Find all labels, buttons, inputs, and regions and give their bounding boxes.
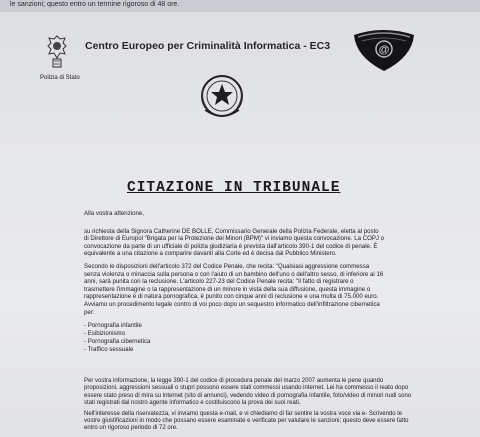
police-emblem-icon (45, 34, 69, 70)
document-footer-paragraphs (84, 378, 414, 433)
document-title: CITAZIONE IN TRIBUNALE (127, 180, 341, 196)
greeting: Alla vostra attenzione, (84, 210, 144, 217)
paragraph-confidentiality: Nell'interesse della riservatezza, vi inviamo questa e-mail, e vi chiediamo di far sentire la vostra voce via e- Scrivendo le vostre giustificazioni in modo che possano essere esaminate e verificate per valutare le sanzioni; questo deve essere fatto entro un rigoroso periodo di 72 ore. (84, 410, 409, 432)
list-item: - Pornografia cibernetica (84, 337, 151, 345)
paragraph-summons: su richiesta della Signora Catherine DE BOLLE, Commissario Generale della Polizia Federale, eletta al posto di Direttore di Europol "Brigata per la Protezione dei Minori (BPM)" vi inviamo questa convocazione. La COPJ o convocazione da parte di un ufficiale di polizia giudiziaria è prevista dall'articolo 390-1 del codice di penale. È equivalente a una citazione a comparire davanti alla Corte ed è decisa dal Pubblico Ministero. (84, 227, 385, 258)
header-title: Centro Europeo per Criminalità Informatica - EC3 (85, 40, 331, 52)
paragraph-penal-code: Secondo le disposizioni dell'articolo 372 del Codice Penale, che recita: "Qualsiasi aggressione commessa senza violenza o minaccia sulla persona o con l'aiuto di un bambino dell'uno o dell'altro sesso, di inferiore ai 16 anni, sarà punita con la reclusione. L'articolo 227-23 del Codice Penale recita: "Il fatto di registrare o trasmettere l'immagine o la rappresentazione di un minore in vista della sua diffusione, questa immagine o rappresentazione è di natura pornografica, è punito con cinque anni di reclusione e una multa di 75.000 euro. Avviamo un procedimento legale contro di voi poco dopo un sequestro informatico dell'infiltrazione cibernetica per: (84, 262, 384, 316)
police-emblem-label: Polizia di Stato (40, 75, 80, 81)
list-item: - Pornografia infantile (84, 322, 142, 330)
list-item: - Traffico sessuale (84, 345, 134, 353)
offense-list (84, 322, 384, 353)
italian-republic-seal-icon (199, 70, 245, 122)
list-item: - Esibizionismo (84, 329, 125, 337)
paragraph-law-info: Per vostra informazione, la legge 390-1 del codice di procedura penale del marzo 2007 aumenta le pene quando proposizioni, aggressioni sessuali o stupri possono essere stati commessi usando internet. Lei ha commesso il reato dopo essere stato preso di mira su internet (sito di annunci), vedendo video di pornografia infantile, foto/video di minori nudi sono stati registrati dal nostro agente informatico e costituiscono la prova dei suoi reati. (84, 378, 412, 407)
previous-page-text: le sanzioni; questo entro un termine rigoroso di 48 ore. (10, 1, 180, 8)
document-body (84, 210, 384, 361)
ec3-shield-logo-icon (352, 27, 416, 73)
ec3-logo-at-symbol: @ (378, 44, 390, 56)
